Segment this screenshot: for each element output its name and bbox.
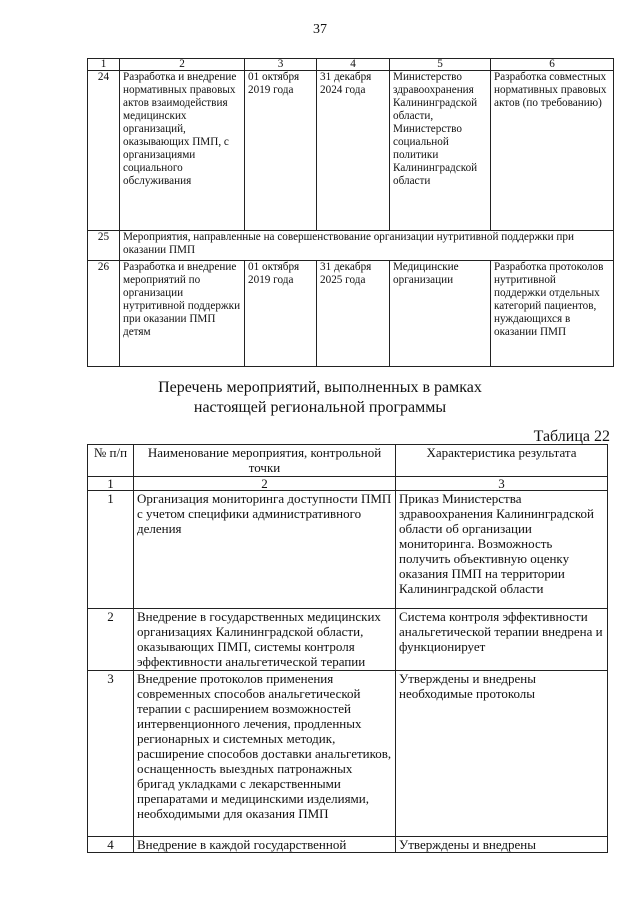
responsible: Медицинские организации [390,261,491,367]
result: Приказ Министерства здравоохранения Калининградской области об организации мониторинга. Возможность получить объективную оценку оказания ПМП на территории Калининградской области [396,491,608,609]
activities-table [87,58,614,367]
activity-name: Внедрение протоколов применения современных способов анальгетической терапии с расширением возможностей интервенционного лечения, продленных регионарных и системных методик, расширение способов доставки анальгетиков, оснащенность выездных патронажных бригад укладками с лекарственными препаратами и медицинскими изделиями, необходимыми для оказания ПМП [134,671,396,837]
row-number: 4 [88,837,134,853]
table-label: Таблица 22 [533,428,610,445]
table-row [88,609,608,671]
result: Разработка совместных нормативных правовых актов (по требованию) [491,71,614,231]
table-row [88,837,608,853]
result: Утверждены и внедрены [396,837,608,853]
section-title-line2: настоящей региональной программы [193,399,447,416]
activity-name: Разработка и внедрение нормативных правовых актов взаимодействия медицинских организаций, оказывающих ПМП, с организациями социального обслуживания [120,71,245,231]
section-heading: Мероприятия, направленные на совершенствование организации нутритивной поддержки при оказании ПМП [120,231,614,261]
end-date: 31 декабря 2024 года [317,71,390,231]
column-number-row [88,477,608,491]
section-row [88,231,614,261]
activity-name: Внедрение в каждой государственной [134,837,396,853]
activity-name: Разработка и внедрение мероприятий по организации нутритивной поддержки при оказании ПМП детям [120,261,245,367]
section-title-line1: Перечень мероприятий, выполненных в рамках [158,379,482,396]
result: Утверждены и внедрены необходимые протоколы [396,671,608,837]
table-row [88,261,614,367]
column-number-row [88,59,614,71]
column-number: 3 [245,59,317,71]
header-row [88,445,608,477]
column-number: 3 [396,477,608,491]
header-activity: Наименование мероприятия, контрольной точки [134,445,396,477]
row-number: 24 [88,71,120,231]
table-row [88,71,614,231]
result: Разработка протоколов нутритивной поддержки отдельных категорий пациентов, нуждающихся в оказании ПМП [491,261,614,367]
row-number: 26 [88,261,120,367]
responsible: Министерство здравоохранения Калининградской области, Министерство социальной политики Калининградской области [390,71,491,231]
result: Система контроля эффективности анальгетической терапии внедрена и функционирует [396,609,608,671]
start-date: 01 октября 2019 года [245,71,317,231]
page-number: 37 [313,22,327,37]
row-number: 25 [88,231,120,261]
row-number: 2 [88,609,134,671]
table-row [88,491,608,609]
completed-activities-table [87,444,608,853]
header-number: № п/п [88,445,134,477]
column-number: 1 [88,477,134,491]
start-date: 01 октября 2019 года [245,261,317,367]
header-result: Характеристика результата [396,445,608,477]
column-number: 6 [491,59,614,71]
column-number: 2 [134,477,396,491]
column-number: 4 [317,59,390,71]
column-number: 1 [88,59,120,71]
end-date: 31 декабря 2025 года [317,261,390,367]
column-number: 2 [120,59,245,71]
activity-name: Внедрение в государственных медицинских организациях Калининградской области, оказывающих ПМП, системы контроля эффективности анальгетической терапии [134,609,396,671]
row-number: 1 [88,491,134,609]
column-number: 5 [390,59,491,71]
table-row [88,671,608,837]
row-number: 3 [88,671,134,837]
activity-name: Организация мониторинга доступности ПМП с учетом специфики административного деления [134,491,396,609]
